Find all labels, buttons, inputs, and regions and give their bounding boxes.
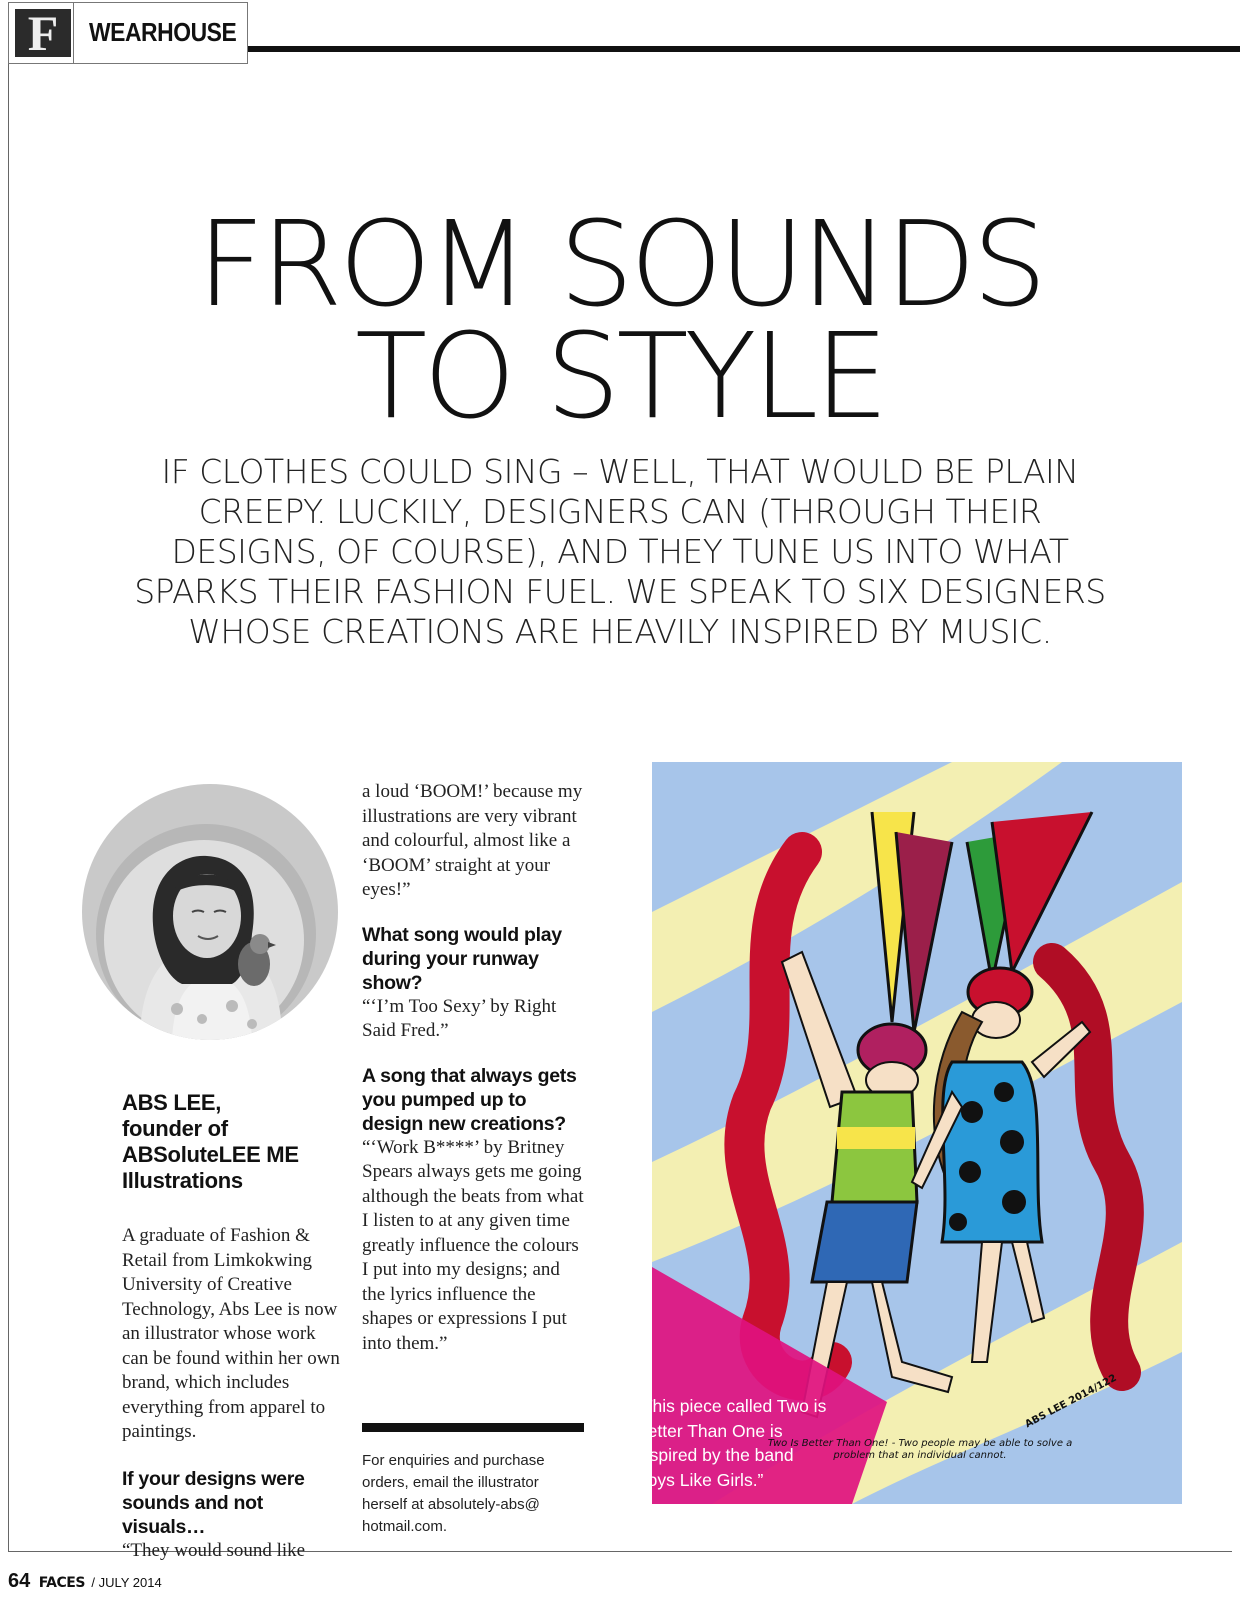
magazine-name: FACES	[38, 1575, 85, 1591]
designer-bio: A graduate of Fashion & Retail from Limkokwing University of Creative Technology, Abs Lee is now an illustrator whose work can be found within her own brand, which includes everything from apparel to paintings.	[122, 1225, 340, 1442]
caption-panel-icon	[652, 762, 1182, 1504]
faces-logo-icon: F	[15, 9, 71, 57]
standfirst-line-4: SPARKS THEIR FASHION FUEL. WE SPEAK TO SIX DESIGNERS	[134, 572, 1106, 611]
standfirst	[30, 452, 1210, 652]
answer-1-continued: a loud ‘BOOM!’ because my illustrations are very vibrant and colourful, almost like a ‘BOOM’ straight at your eyes!”	[362, 781, 583, 900]
question-3: A song that always gets you pumped up to design new creations?	[362, 1064, 577, 1135]
artwork-text: Two Is Better Than One! - Two people may be able to solve a problem that an individual cannot.	[767, 1438, 1073, 1461]
headline-line-2: TO STYLE	[355, 307, 885, 445]
portrait-figure-icon	[82, 784, 338, 1040]
standfirst-line-5: WHOSE CREATIONS ARE HEAVILY INSPIRED BY MUSIC.	[188, 612, 1052, 651]
column-1	[122, 1090, 342, 1563]
column-2	[362, 780, 587, 1356]
issue-date: / JULY 2014	[91, 1575, 162, 1590]
designer-name: ABS LEE, founder of ABSoluteLEE ME Illustrations	[122, 1090, 299, 1193]
contact-rule	[362, 1423, 584, 1432]
illustration	[652, 762, 1182, 1504]
page-number: 64	[8, 1570, 31, 1592]
contact-info: For enquiries and purchase orders, email the illustrator herself at absolutely-abs@ hotmail.com.	[362, 1452, 545, 1535]
headline-line-1: FROM SOUNDS	[196, 195, 1044, 333]
answer-2: “‘I’m Too Sexy’ by Right Said Fred.”	[362, 995, 557, 1041]
standfirst-line-2: CREEPY. LUCKILY, DESIGNERS CAN (THROUGH THEIR	[198, 492, 1042, 531]
question-1: If your designs were sounds and not visuals…	[122, 1467, 305, 1538]
header-rule	[248, 46, 1240, 52]
illustration-caption: “This piece called Two is Better Than One is inspired by the band Boys Like Girls.”	[636, 1396, 827, 1490]
section-title: WEARHOUSE	[89, 17, 237, 47]
headline	[0, 195, 1240, 445]
answer-3: “‘Work B****’ by Britney Spears always gets me going although the beats from what I listen to at any given time greatly influence the colours I put into my designs; and the lyrics influence the shapes or expressions I put into them.”	[362, 1136, 584, 1354]
section-header	[8, 2, 248, 64]
designer-portrait	[82, 784, 338, 1040]
artist-signature: ABS LEE 2014/122	[1023, 1372, 1119, 1431]
standfirst-line-1: IF CLOTHES COULD SING – WELL, THAT WOULD BE PLAIN	[161, 452, 1079, 491]
question-2: What song would play during your runway show?	[362, 923, 562, 994]
answer-1-start: “They would sound like	[122, 1539, 306, 1561]
header-divider	[73, 3, 74, 63]
standfirst-line-3: DESIGNS, OF COURSE), AND THEY TUNE US INTO WHAT	[171, 532, 1069, 571]
page-footer	[8, 1570, 162, 1593]
